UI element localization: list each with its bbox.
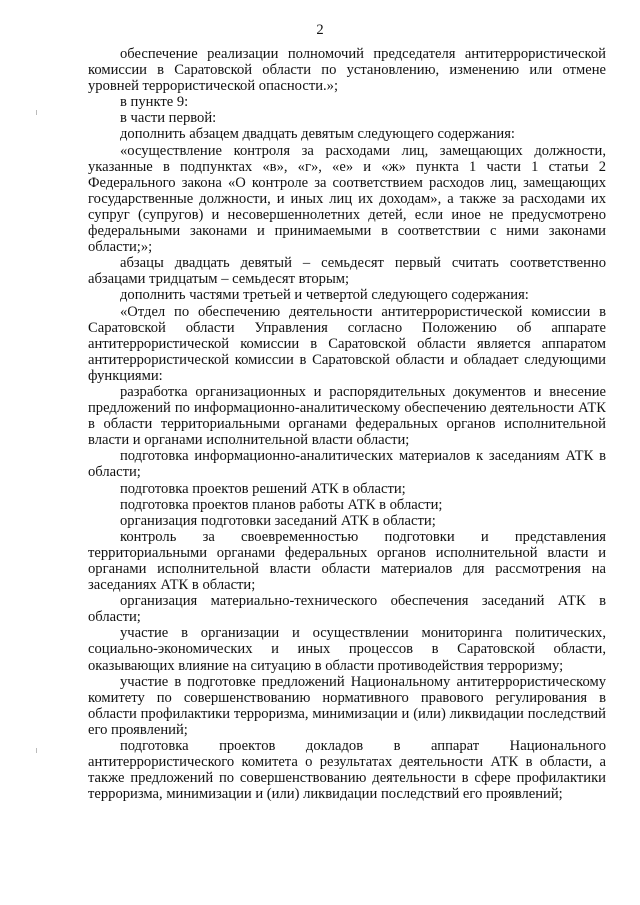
paragraph: дополнить частями третьей и четвертой следующего содержания: — [120, 287, 529, 304]
page-number: 2 — [316, 22, 324, 38]
paragraph: контроль за своевременностью подготовки и представления территориальными органами федеральных органов исполнительной власти и органами исполнительной власти области материалов для рассмотрения на заседаниях АТК в области; — [88, 528, 606, 594]
paragraph: разработка организационных и распорядительных документов и внесение предложений по информационно-аналитическому обеспечению деятельности АТК в области территориальными органами федеральных органов исполнительной власти и органами исполнительной власти области; — [88, 383, 606, 449]
paragraph: участие в организации и осуществлении мониторинга политических, социально-экономических и иных процессов в Саратовской области, оказывающих влияние на ситуацию в области противодействия терроризму; — [88, 625, 606, 674]
paragraph: подготовка информационно-аналитических материалов к заседаниям АТК в области; — [88, 448, 606, 481]
document-body — [88, 46, 606, 802]
paragraph: участие в подготовке предложений Национальному антитеррористическому комитету по совершенствованию нормативного правового регулирования в области профилактики терроризма, минимизации и (или) ликвидации последствий его проявлений; — [88, 673, 606, 738]
paragraph: в части первой: — [120, 110, 217, 127]
scan-speck — [36, 748, 37, 753]
paragraph: подготовка проектов докладов в аппарат Национального антитеррористического комитета о результатах деятельности АТК в области, а также предложений по совершенствованию деятельности в сфере профилактики терроризма, минимизации и (или) ликвидации последствий его проявлений; — [88, 738, 606, 803]
scan-speck — [36, 110, 37, 115]
paragraph: организация подготовки заседаний АТК в области; — [120, 512, 436, 529]
paragraph: «Отдел по обеспечению деятельности антитеррористической комиссии в Саратовской области Управления согласно Положению об аппарате антитеррористической комиссии в Саратовской области является аппаратом антитеррористической комиссии в Саратовской области и обладает следующими функциями: — [88, 303, 606, 384]
paragraph: обеспечение реализации полномочий председателя антитеррористической комиссии в Саратовской области по установлению, изменению или отмене уровней террористической опасности.»; — [88, 46, 606, 95]
paragraph: подготовка проектов планов работы АТК в области; — [120, 496, 443, 513]
paragraph: подготовка проектов решений АТК в области; — [120, 480, 406, 497]
paragraph: абзацы двадцать девятый – семьдесят первый считать соответственно абзацами тридцатым – семьдесят вторым; — [88, 255, 606, 288]
paragraph: организация материально-технического обеспечения заседаний АТК в области; — [88, 593, 606, 626]
paragraph: «осуществление контроля за расходами лиц, замещающих должности, указанные в подпунктах «в», «г», «е» и «ж» пункта 1 части 1 статьи 2 Федерального закона «О контроле за соответствием расходов лиц, замещающих государственные должности, и иных лиц их доходам», а также за расходами их супруг (супругов) и несовершеннолетних детей, если иное не предусмотрено федеральными законами и принимаемыми в соответствии с ними законами области;»; — [88, 142, 606, 256]
paragraph: дополнить абзацем двадцать девятым следующего содержания: — [120, 126, 515, 143]
paragraph: в пункте 9: — [120, 94, 189, 111]
